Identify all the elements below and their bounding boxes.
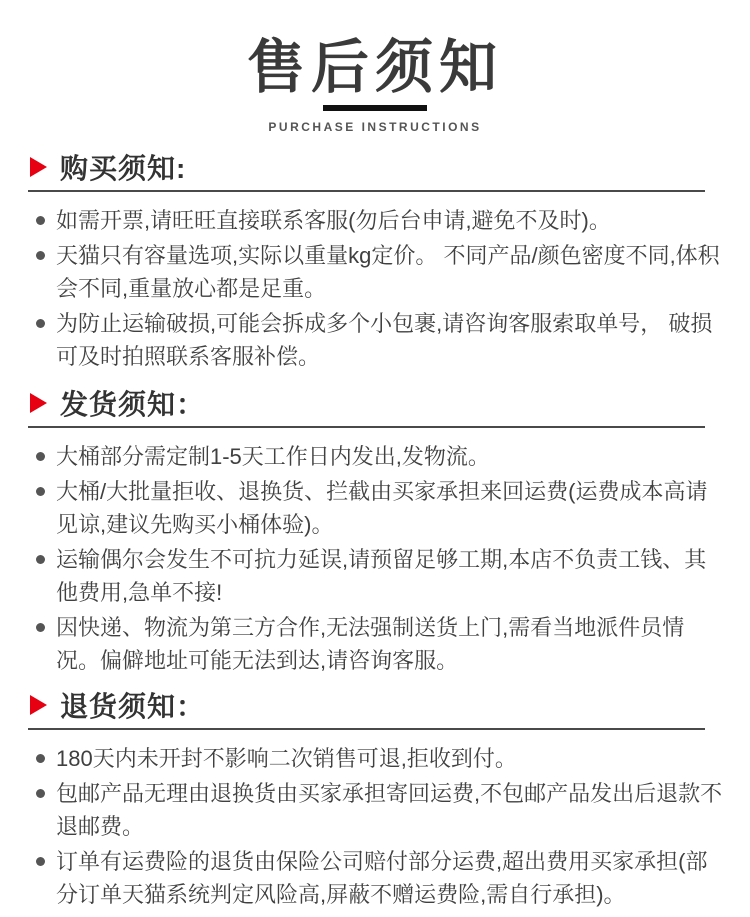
list-item-text: 天猫只有容量选项,实际以重量kg定价。 不同产品/颜色密度不同,体积会不同,重量放心都是足重。 xyxy=(56,243,720,301)
list-item xyxy=(32,845,726,911)
list-item-text: 运输偶尔会发生不可抗力延误,请预留足够工期,本店不负责工钱、其他费用,急单不接! xyxy=(56,547,707,605)
list-item xyxy=(32,204,726,237)
section-divider xyxy=(28,426,705,428)
bullet-dot-icon xyxy=(36,319,45,328)
section-shipping-notice xyxy=(0,386,750,677)
list-item-text: 订单有运费险的退货由保险公司赔付部分运费,超出费用买家承担(部分订单天猫系统判定风险高,屏蔽不赠运费险,需自行承担)。 xyxy=(56,849,708,907)
return-notice-list xyxy=(32,742,726,911)
title-underline xyxy=(323,105,427,111)
list-item xyxy=(32,239,726,305)
section-title: 发货须知： xyxy=(60,389,206,420)
list-item-text: 如需开票,请旺旺直接联系客服(勿后台申请,避免不及时)。 xyxy=(56,208,611,233)
list-item-text: 180天内未开封不影响二次销售可退,拒收到付。 xyxy=(56,746,517,771)
bullet-dot-icon xyxy=(36,452,45,461)
red-triangle-icon xyxy=(30,157,47,177)
section-purchase-notice xyxy=(0,150,750,373)
section-header xyxy=(30,688,750,722)
bullet-dot-icon xyxy=(36,487,45,496)
page-header xyxy=(0,0,750,134)
list-item xyxy=(32,742,726,775)
section-return-notice xyxy=(0,688,750,911)
shipping-notice-list xyxy=(32,440,726,677)
bullet-dot-icon xyxy=(36,555,45,564)
page-title: 售后须知 xyxy=(246,35,503,100)
bullet-dot-icon xyxy=(36,623,45,632)
list-item xyxy=(32,440,726,473)
list-item xyxy=(32,543,726,609)
list-item-text: 包邮产品无理由退换货由买家承担寄回运费,不包邮产品发出后退款不退邮费。 xyxy=(56,781,723,839)
section-divider xyxy=(28,190,705,192)
list-item xyxy=(32,611,726,677)
purchase-notice-list xyxy=(32,204,726,373)
red-triangle-icon xyxy=(30,695,47,715)
section-title: 退货须知： xyxy=(60,691,206,722)
bullet-dot-icon xyxy=(36,857,45,866)
list-item xyxy=(32,307,726,373)
list-item-text: 大桶/大批量拒收、退换货、拦截由买家承担来回运费(运费成本高请见谅,建议先购买小桶体验)。 xyxy=(56,479,708,537)
bullet-dot-icon xyxy=(36,754,45,763)
section-header xyxy=(30,386,750,420)
section-title: 购买须知: xyxy=(60,153,187,184)
list-item xyxy=(32,777,726,843)
list-item-text: 因快递、物流为第三方合作,无法强制送货上门,需看当地派件员情况。偏僻地址可能无法到达,请咨询客服。 xyxy=(56,615,685,673)
list-item-text: 大桶部分需定制1-5天工作日内发出,发物流。 xyxy=(56,444,490,469)
list-item-text: 为防止运输破损,可能会拆成多个小包裹,请咨询客服索取单号， 破损可及时拍照联系客服补偿。 xyxy=(56,311,713,369)
bullet-dot-icon xyxy=(36,251,45,260)
section-header xyxy=(30,150,750,184)
bullet-dot-icon xyxy=(36,789,45,798)
page-subtitle: PURCHASE INSTRUCTIONS xyxy=(268,120,482,134)
section-divider xyxy=(28,728,705,730)
list-item xyxy=(32,475,726,541)
red-triangle-icon xyxy=(30,393,47,413)
bullet-dot-icon xyxy=(36,216,45,225)
